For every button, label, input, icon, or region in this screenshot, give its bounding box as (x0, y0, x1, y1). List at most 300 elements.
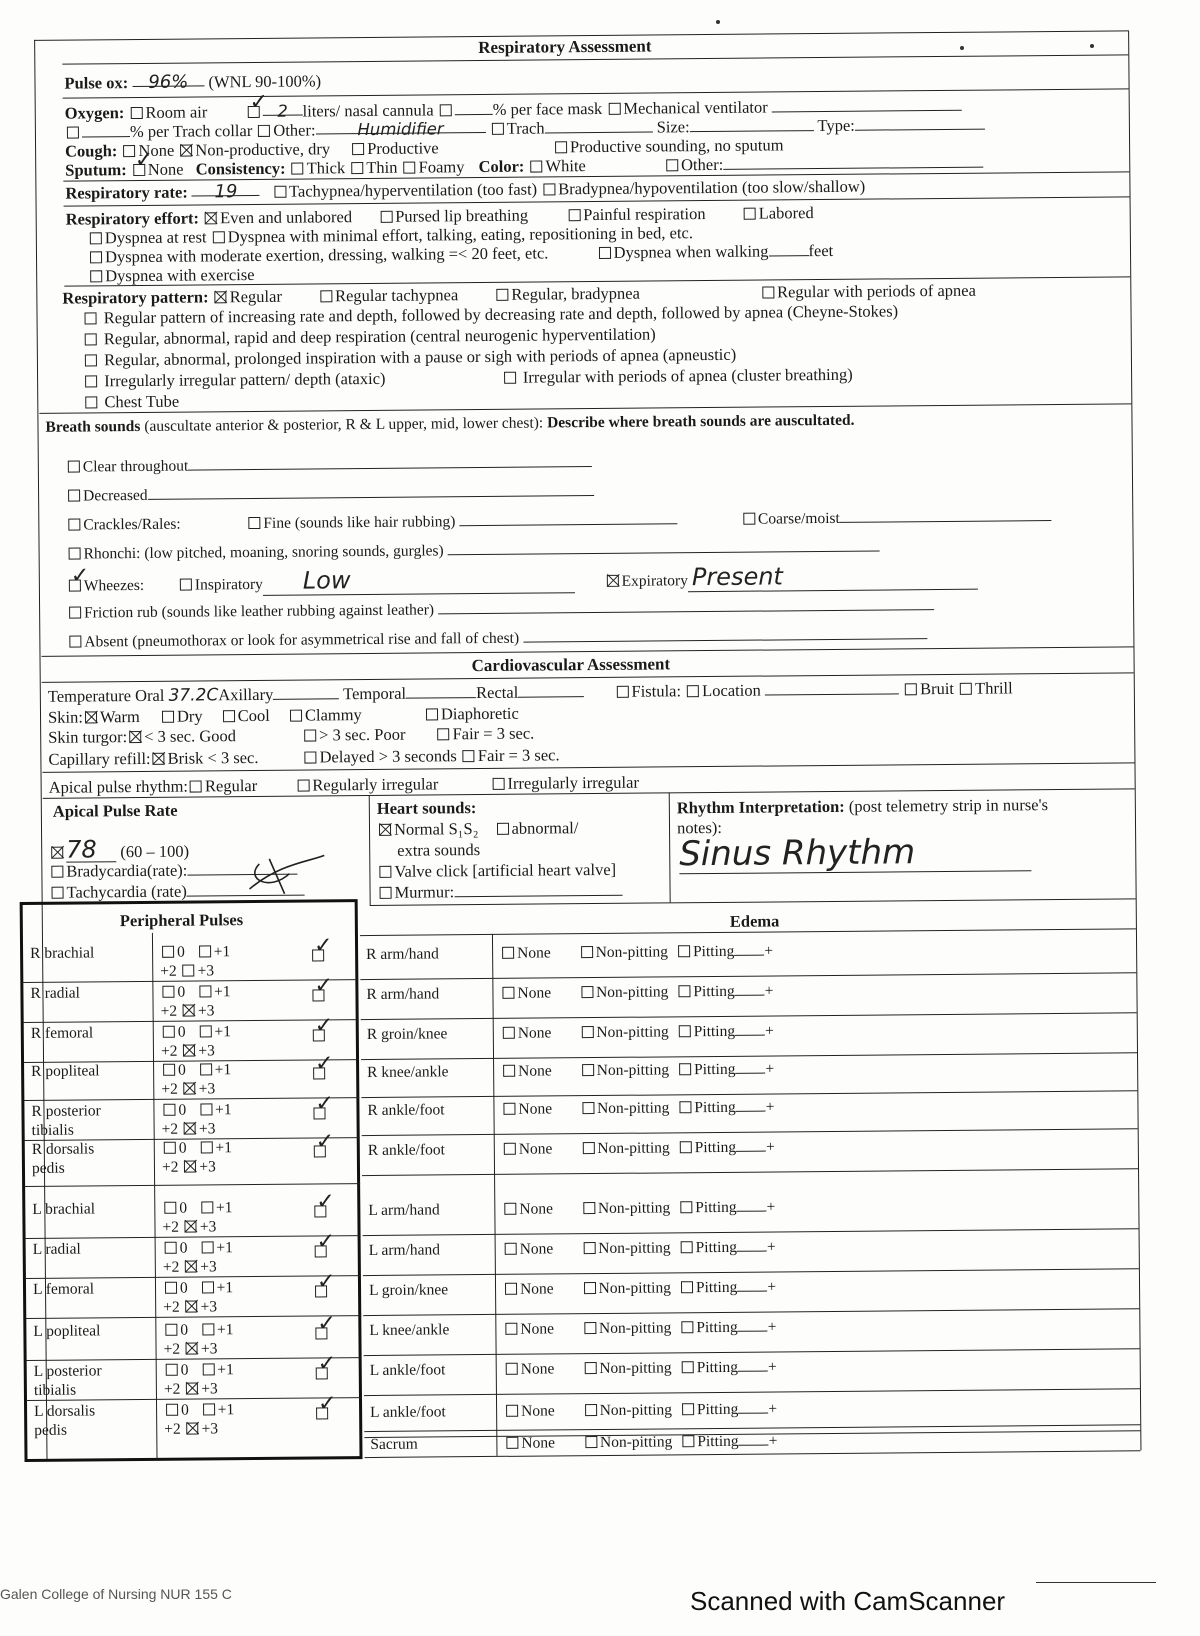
pulse-0-checkbox[interactable] (162, 986, 174, 998)
valve-checkbox[interactable] (379, 866, 391, 878)
cap-fair-checkbox[interactable] (463, 750, 475, 762)
absent-blank[interactable] (523, 625, 927, 643)
nonproductive-checkbox[interactable] (180, 145, 192, 157)
liters-value[interactable]: 2 (263, 102, 303, 116)
pulse-0-checkbox[interactable] (164, 1142, 176, 1154)
edema-pitting-label: Pitting (693, 1022, 736, 1041)
edema-site-label: L knee/ankle (369, 1321, 450, 1340)
regular-bradypnea-checkbox[interactable] (496, 289, 508, 301)
absent-checkbox[interactable] (69, 636, 81, 648)
pulse-1-checkbox[interactable] (200, 1063, 212, 1075)
valve-row (377, 860, 616, 882)
edema-pitting-checkbox[interactable] (682, 1361, 694, 1373)
edema-none-checkbox[interactable] (506, 1405, 518, 1417)
edema-pitting-checkbox[interactable] (680, 1141, 692, 1153)
clear-blank[interactable] (188, 453, 592, 471)
other-checkbox[interactable] (258, 125, 270, 137)
trach-blank[interactable] (544, 119, 652, 134)
edema-none-checkbox[interactable] (505, 1283, 517, 1295)
rectal-blank[interactable] (518, 683, 584, 698)
dyspnea-minimal-checkbox[interactable] (213, 231, 225, 243)
edema-plus: + (764, 982, 774, 1000)
edema-site-label: R arm/hand (366, 985, 440, 1004)
edema-nonpitting-checkbox[interactable] (582, 1064, 594, 1076)
pulse-3-checkbox[interactable] (186, 1383, 198, 1395)
pulse-ox-range: (WNL 90-100%) (208, 71, 322, 92)
fistula-label: Fistula: (631, 681, 682, 701)
pulse-verified-checkbox[interactable] (316, 1407, 328, 1419)
edema-row-rule (362, 1128, 1138, 1136)
pulse-site-name-2: tibialis (33, 1381, 77, 1399)
bradycardia-label: Bradycardia(rate): (66, 860, 188, 881)
edema-pitting-checkbox[interactable] (678, 945, 690, 957)
pulse-verified-checkbox[interactable] (313, 1029, 325, 1041)
cheyne-checkbox[interactable] (85, 312, 97, 324)
pulse-0-checkbox[interactable] (163, 1026, 175, 1038)
apical-rate-checkbox[interactable] (51, 847, 63, 859)
cluster-checkbox[interactable] (504, 372, 516, 384)
edema-none-checkbox[interactable] (503, 1027, 515, 1039)
edema-nonpitting-checkbox[interactable] (583, 1242, 595, 1254)
edema-nonpitting-checkbox[interactable] (582, 1102, 594, 1114)
ataxic-label: Irregularly irregular pattern/ depth (ataxic) (104, 368, 386, 391)
normal-s1s2-label: Normal S₁S₂ (393, 819, 479, 839)
absent-label: Absent (pneumothorax or look for asymmetrical rise and fall of chest) (84, 629, 520, 651)
pulses-title: Peripheral Pulses (119, 910, 244, 931)
edema-none-label: None (519, 1280, 554, 1298)
sputum-none-checkbox[interactable] (133, 164, 145, 176)
pulse-0-checkbox[interactable] (166, 1404, 178, 1416)
pulse-options (161, 1060, 231, 1099)
edema-pitting-blank[interactable] (739, 1432, 769, 1446)
dyspnea-rest-checkbox[interactable] (90, 232, 102, 244)
dyspnea-walking-checkbox[interactable] (599, 247, 611, 259)
white-checkbox[interactable] (530, 160, 542, 172)
pulse-verified-checkbox[interactable] (314, 1145, 326, 1157)
edema-none-checkbox[interactable] (506, 1437, 518, 1449)
pulse-0-checkbox[interactable] (163, 1104, 175, 1116)
pulse-0-checkbox[interactable] (164, 1202, 176, 1214)
pulse-3-checkbox[interactable] (184, 1161, 196, 1173)
murmur-checkbox[interactable] (380, 887, 392, 899)
edema-none-checkbox[interactable] (503, 1065, 515, 1077)
pulse-0-checkbox[interactable] (162, 946, 174, 958)
edema-none-checkbox[interactable] (505, 1323, 517, 1335)
edema-pitting-blank[interactable] (736, 1138, 766, 1152)
apical-irreg-irreg-checkbox[interactable] (492, 778, 504, 790)
edema-nonpitting-label: Non-pitting (597, 1139, 670, 1158)
pulse-3-label: +3 (199, 1218, 217, 1236)
pulse-0-checkbox[interactable] (165, 1242, 177, 1254)
pulse-verified-checkbox[interactable] (312, 989, 324, 1001)
chest-tube-label: Chest Tube (104, 391, 180, 412)
edema-pitting-checkbox[interactable] (681, 1281, 693, 1293)
edema-pitting-checkbox[interactable] (681, 1241, 693, 1253)
edema-nonpitting-checkbox[interactable] (585, 1436, 597, 1448)
edema-none-checkbox[interactable] (504, 1143, 516, 1155)
thick-checkbox[interactable] (292, 163, 304, 175)
foamy-label: Foamy (418, 157, 465, 177)
edema-nonpitting-checkbox[interactable] (583, 1202, 595, 1214)
edema-options (504, 1431, 777, 1453)
ventilator-checkbox[interactable] (608, 103, 620, 115)
murmur-label: Murmur: (394, 882, 455, 902)
pulse-1-checkbox[interactable] (199, 945, 211, 957)
coarse-checkbox[interactable] (743, 513, 755, 525)
edema-plus: + (765, 1060, 775, 1078)
pulse-1-checkbox[interactable] (199, 1025, 211, 1037)
thin-label: Thin (366, 157, 398, 178)
pulse-verified (311, 1103, 328, 1123)
dyspnea-walking-label: Dyspnea when walking (613, 241, 769, 262)
abnormal-checkbox[interactable] (496, 823, 508, 835)
pulse-3-checkbox[interactable] (183, 1045, 195, 1057)
regular-apnea-label: Regular with periods of apnea (776, 280, 976, 302)
ataxic-checkbox[interactable] (85, 375, 97, 387)
edema-pitting-label: Pitting (693, 1060, 736, 1079)
edema-site-label: L groin/knee (368, 1281, 449, 1300)
pulse-options (163, 1238, 233, 1277)
edema-pitting-checkbox[interactable] (682, 1435, 694, 1447)
edema-plus: + (766, 1138, 775, 1156)
pulse-verified-checkbox[interactable] (316, 1367, 328, 1379)
fine-checkbox[interactable] (248, 517, 260, 529)
pulse-verified-checkbox[interactable] (313, 1107, 325, 1119)
pulse-0-checkbox[interactable] (163, 1064, 175, 1076)
friction-row (67, 596, 934, 624)
edema-nonpitting-checkbox[interactable] (585, 1404, 597, 1416)
edema-none-checkbox[interactable] (506, 1363, 518, 1375)
edema-pitting-blank[interactable] (737, 1278, 767, 1292)
pulse-3-checkbox[interactable] (187, 1423, 199, 1435)
regular-checkbox[interactable] (215, 291, 227, 303)
pulse-3-checkbox[interactable] (183, 965, 195, 977)
edema-pitting-blank[interactable] (738, 1400, 768, 1414)
coarse-blank[interactable] (840, 507, 1052, 523)
pulse-1-checkbox[interactable] (200, 1103, 212, 1115)
pulse-3-label: +3 (198, 1042, 215, 1060)
pulse-verified-checkbox[interactable] (315, 1327, 327, 1339)
warm-checkbox[interactable] (85, 711, 97, 723)
apical-reg-irreg-checkbox[interactable] (297, 780, 309, 792)
decreased-label: Decreased (83, 486, 148, 505)
pulse-options (160, 982, 230, 1021)
edema-site-label: Sacrum (370, 1435, 418, 1454)
trach-collar-label: % per Trach collar (129, 120, 253, 142)
size-blank[interactable] (690, 117, 814, 132)
regular-tachypnea-checkbox[interactable] (320, 290, 332, 302)
pulse-3-checkbox[interactable] (184, 1083, 196, 1095)
rhythm-value[interactable]: Sinus Rhythm (679, 837, 1031, 874)
pulse-options (164, 1400, 234, 1439)
edema-nonpitting-label: Non-pitting (598, 1279, 672, 1298)
cluster-label: Irregular with periods of apnea (cluster breathing) (522, 364, 853, 387)
edema-none-label: None (521, 1434, 556, 1452)
labored-checkbox[interactable] (744, 208, 756, 220)
thin-checkbox[interactable] (351, 162, 363, 174)
trach-collar-blank[interactable] (82, 123, 130, 137)
pulse-1-checkbox[interactable] (202, 1281, 214, 1293)
cool-checkbox[interactable] (223, 710, 235, 722)
edema-nonpitting-checkbox[interactable] (584, 1282, 596, 1294)
tachycardia-checkbox[interactable] (52, 887, 64, 899)
edema-pitting-blank[interactable] (738, 1358, 768, 1372)
pulse-3-checkbox[interactable] (185, 1261, 197, 1273)
pursed-checkbox[interactable] (380, 211, 392, 223)
face-mask-blank[interactable] (455, 101, 493, 115)
pulse-2-label: +2 (162, 1258, 180, 1276)
axillary-blank[interactable] (273, 685, 339, 700)
pulse-3-checkbox[interactable] (186, 1343, 198, 1355)
friction-blank[interactable] (438, 596, 934, 614)
breath-intro-label: Breath sounds (45, 417, 141, 436)
edema-pitting-blank[interactable] (735, 982, 765, 996)
rate-value[interactable]: 19 (192, 182, 260, 197)
pulse-1-checkbox[interactable] (202, 1363, 214, 1375)
foamy-checkbox[interactable] (404, 162, 416, 174)
edema-none-checkbox[interactable] (505, 1243, 517, 1255)
pulse-0-checkbox[interactable] (166, 1364, 178, 1376)
edema-none-label: None (518, 1100, 553, 1118)
expiratory-value[interactable]: Present (688, 566, 978, 593)
pulse-3-checkbox[interactable] (186, 1301, 198, 1313)
edema-pitting-blank[interactable] (735, 1022, 765, 1036)
face-mask-checkbox[interactable] (440, 104, 452, 116)
ventilator-blank[interactable] (772, 97, 962, 113)
pulse-2-label: +2 (161, 1158, 179, 1176)
friction-label: Friction rub (sounds like leather rubbing against leather) (84, 601, 435, 622)
turgor-fair-checkbox[interactable] (437, 728, 449, 740)
pulse-1-checkbox[interactable] (202, 1323, 214, 1335)
pulse-1-checkbox[interactable] (199, 985, 211, 997)
edema-pitting-checkbox[interactable] (678, 985, 690, 997)
edema-pitting-checkbox[interactable] (679, 1025, 691, 1037)
pulse-0-label: 0 (181, 1401, 189, 1419)
pulse-verified (314, 1363, 331, 1383)
pulse-1-checkbox[interactable] (200, 1141, 212, 1153)
regular-tachypnea-label: Regular tachypnea (334, 285, 459, 306)
pulse-1-checkbox[interactable] (201, 1241, 213, 1253)
edema-plus: + (768, 1432, 778, 1450)
pulse-2-label: +2 (160, 1002, 178, 1020)
edema-pitting-label: Pitting (694, 1138, 737, 1157)
temp-value[interactable]: 37.2C (168, 685, 219, 706)
other-color-label: Other: (680, 154, 724, 175)
edema-plus: + (765, 1022, 774, 1040)
pulse-1-checkbox[interactable] (203, 1403, 215, 1415)
central-checkbox[interactable] (85, 333, 97, 345)
friction-checkbox[interactable] (69, 607, 81, 619)
productive-no-sputum-checkbox[interactable] (555, 141, 567, 153)
pulse-site-label (32, 1199, 95, 1219)
murmur-row (377, 881, 622, 903)
fine-label: Fine (sounds like hair rubbing) (263, 513, 456, 532)
dyspnea-moderate-checkbox[interactable] (90, 251, 102, 263)
pulse-3-checkbox[interactable] (183, 1005, 195, 1017)
clammy-checkbox[interactable] (290, 710, 302, 722)
chest-tube-checkbox[interactable] (85, 396, 97, 408)
apical-reg-irreg-label: Regularly irregular (312, 774, 439, 795)
regular-apnea-checkbox[interactable] (762, 286, 774, 298)
pulse-ox-row (64, 71, 321, 93)
edema-nonpitting-checkbox[interactable] (584, 1362, 596, 1374)
other-color-blank[interactable] (723, 154, 983, 170)
pulse-3-checkbox[interactable] (184, 1123, 196, 1135)
thrill-checkbox[interactable] (960, 683, 972, 695)
regular-bradypnea-label: Regular, bradypnea (511, 283, 640, 304)
murmur-blank[interactable] (454, 882, 622, 897)
bradycardia-checkbox[interactable] (51, 866, 63, 878)
edema-plus: + (767, 1358, 777, 1376)
fine-blank[interactable] (459, 510, 677, 526)
pulse-ox-value[interactable]: 96% (132, 72, 204, 87)
dyspnea-minimal-label: Dyspnea with minimal effort, talking, eating, repositioning in bed, etc. (227, 223, 694, 247)
pulse-verified-checkbox[interactable] (315, 1245, 327, 1257)
edema-options (503, 1277, 776, 1299)
edema-options (502, 1197, 775, 1219)
inspiratory-value[interactable]: Low (263, 569, 575, 596)
pulse-verified-checkbox[interactable] (312, 949, 324, 961)
trach-checkbox[interactable] (492, 123, 504, 135)
pulse-3-label: +3 (201, 1420, 219, 1438)
pulse-0-label: 0 (179, 1239, 188, 1257)
edema-pitting-checkbox[interactable] (680, 1201, 692, 1213)
edema-row-rule (363, 1308, 1139, 1316)
dry-checkbox[interactable] (162, 711, 174, 723)
edema-nonpitting-checkbox[interactable] (581, 986, 593, 998)
dry-label: Dry (176, 706, 203, 726)
dyspnea-exercise-checkbox[interactable] (90, 270, 102, 282)
pulse-verified-checkbox[interactable] (314, 1205, 326, 1217)
edema-none-label: None (519, 1240, 554, 1258)
pulse-2-label: +2 (164, 1420, 181, 1438)
even-checkbox[interactable] (205, 212, 217, 224)
oxygen-label: Oxygen: (64, 103, 125, 123)
turgor-poor-checkbox[interactable] (304, 729, 316, 741)
temporal-blank[interactable] (406, 684, 476, 699)
edema-none-checkbox[interactable] (502, 947, 514, 959)
edema-pitting-checkbox[interactable] (679, 1063, 691, 1075)
bruit-checkbox[interactable] (905, 683, 917, 695)
pulse-0-checkbox[interactable] (165, 1324, 177, 1336)
pulse-0-label: 0 (179, 1199, 188, 1217)
nasal-cannula-checkbox[interactable] (248, 106, 260, 118)
pulse-site-name: L radial (32, 1240, 81, 1258)
pulse-verified (313, 1281, 330, 1301)
room-air-checkbox[interactable] (130, 107, 142, 119)
productive-checkbox[interactable] (352, 143, 364, 155)
apical-rate-title: Apical Pulse Rate (52, 800, 178, 821)
pulse-3-checkbox[interactable] (185, 1221, 197, 1233)
pulse-site-name: L popliteal (33, 1322, 101, 1340)
edema-nonpitting-checkbox[interactable] (584, 1322, 596, 1334)
bradypnea-checkbox[interactable] (543, 183, 555, 195)
edema-none-checkbox[interactable] (504, 1203, 516, 1215)
trach-collar-checkbox[interactable] (67, 127, 79, 139)
edema-pitting-blank[interactable] (735, 1060, 765, 1074)
edema-pitting-blank[interactable] (737, 1238, 767, 1252)
painful-checkbox[interactable] (568, 209, 580, 221)
edema-plus: + (768, 1400, 778, 1418)
pulse-verified-checkbox[interactable] (315, 1285, 327, 1297)
edema-pitting-checkbox[interactable] (681, 1321, 693, 1333)
edema-pitting-blank[interactable] (736, 1098, 766, 1112)
type-blank[interactable] (855, 116, 985, 131)
edema-title: Edema (729, 911, 780, 931)
apneustic-checkbox[interactable] (85, 354, 97, 366)
pulse-site-label (31, 1101, 101, 1140)
crackles-checkbox[interactable] (68, 519, 80, 531)
normal-s1s2-checkbox[interactable] (379, 824, 391, 836)
diaphoretic-checkbox[interactable] (426, 708, 438, 720)
inspiratory-checkbox[interactable] (180, 579, 192, 591)
pulse-verified-checkbox[interactable] (313, 1067, 325, 1079)
other-value[interactable]: Humidifier (315, 119, 485, 134)
edema-plus: + (766, 1198, 776, 1216)
edema-pitting-label: Pitting (693, 982, 735, 1001)
fistula-checkbox[interactable] (616, 686, 628, 698)
skin-label: Skin: (47, 707, 83, 727)
pulse-3-label: +3 (200, 1340, 218, 1358)
edema-none-checkbox[interactable] (503, 1103, 515, 1115)
turgor-good-checkbox[interactable] (129, 731, 141, 743)
edema-none-checkbox[interactable] (502, 987, 514, 999)
expiratory-checkbox[interactable] (607, 575, 619, 587)
edema-none-label: None (520, 1320, 555, 1338)
pulse-site-name: R radial (30, 984, 81, 1002)
edema-nonpitting-checkbox[interactable] (581, 1026, 593, 1038)
apical-regular-checkbox[interactable] (190, 780, 202, 792)
tachypnea-checkbox[interactable] (274, 186, 286, 198)
pulse-site-name: L posterior (33, 1362, 102, 1380)
cap-brisk-checkbox[interactable] (153, 753, 165, 765)
dyspnea-walking-blank[interactable] (768, 242, 808, 256)
edema-none-label: None (519, 1200, 553, 1218)
pursed-label: Pursed lip breathing (395, 205, 529, 226)
edema-pitting-checkbox[interactable] (682, 1403, 694, 1415)
edema-pitting-blank[interactable] (738, 1318, 768, 1332)
location-label: Location (702, 680, 761, 701)
type-label: Type: (817, 115, 855, 136)
pulse-0-checkbox[interactable] (165, 1282, 177, 1294)
pulse-1-checkbox[interactable] (201, 1201, 213, 1213)
wheezes-checkbox[interactable] (69, 580, 81, 592)
chest-tube-row (83, 392, 179, 413)
footer-left: Galen College of Nursing NUR 155 C (0, 1586, 232, 1602)
edema-pitting-blank[interactable] (737, 1198, 767, 1212)
edema-nonpitting-checkbox[interactable] (582, 1142, 594, 1154)
other-color-checkbox[interactable] (666, 159, 678, 171)
location-checkbox[interactable] (687, 685, 699, 697)
location-blank[interactable] (765, 680, 899, 695)
decreased-checkbox[interactable] (68, 490, 80, 502)
decreased-blank[interactable] (148, 482, 594, 500)
pulse-site-name: L dorsalis (34, 1402, 96, 1420)
clear-checkbox[interactable] (68, 461, 80, 473)
pulse-verified (312, 1141, 329, 1161)
apical-rate-value[interactable]: 78 (66, 840, 116, 862)
cap-delayed-checkbox[interactable] (305, 751, 317, 763)
rhonchi-blank[interactable] (447, 538, 879, 556)
edema-pitting-checkbox[interactable] (679, 1101, 691, 1113)
consistency-label: Consistency: (195, 158, 286, 179)
edema-nonpitting-checkbox[interactable] (581, 946, 593, 958)
decreased-row (66, 482, 594, 507)
rhonchi-checkbox[interactable] (69, 548, 81, 560)
rule (492, 934, 498, 1456)
pulse-0-label: 0 (177, 983, 186, 1001)
edema-pitting-blank[interactable] (734, 942, 764, 956)
